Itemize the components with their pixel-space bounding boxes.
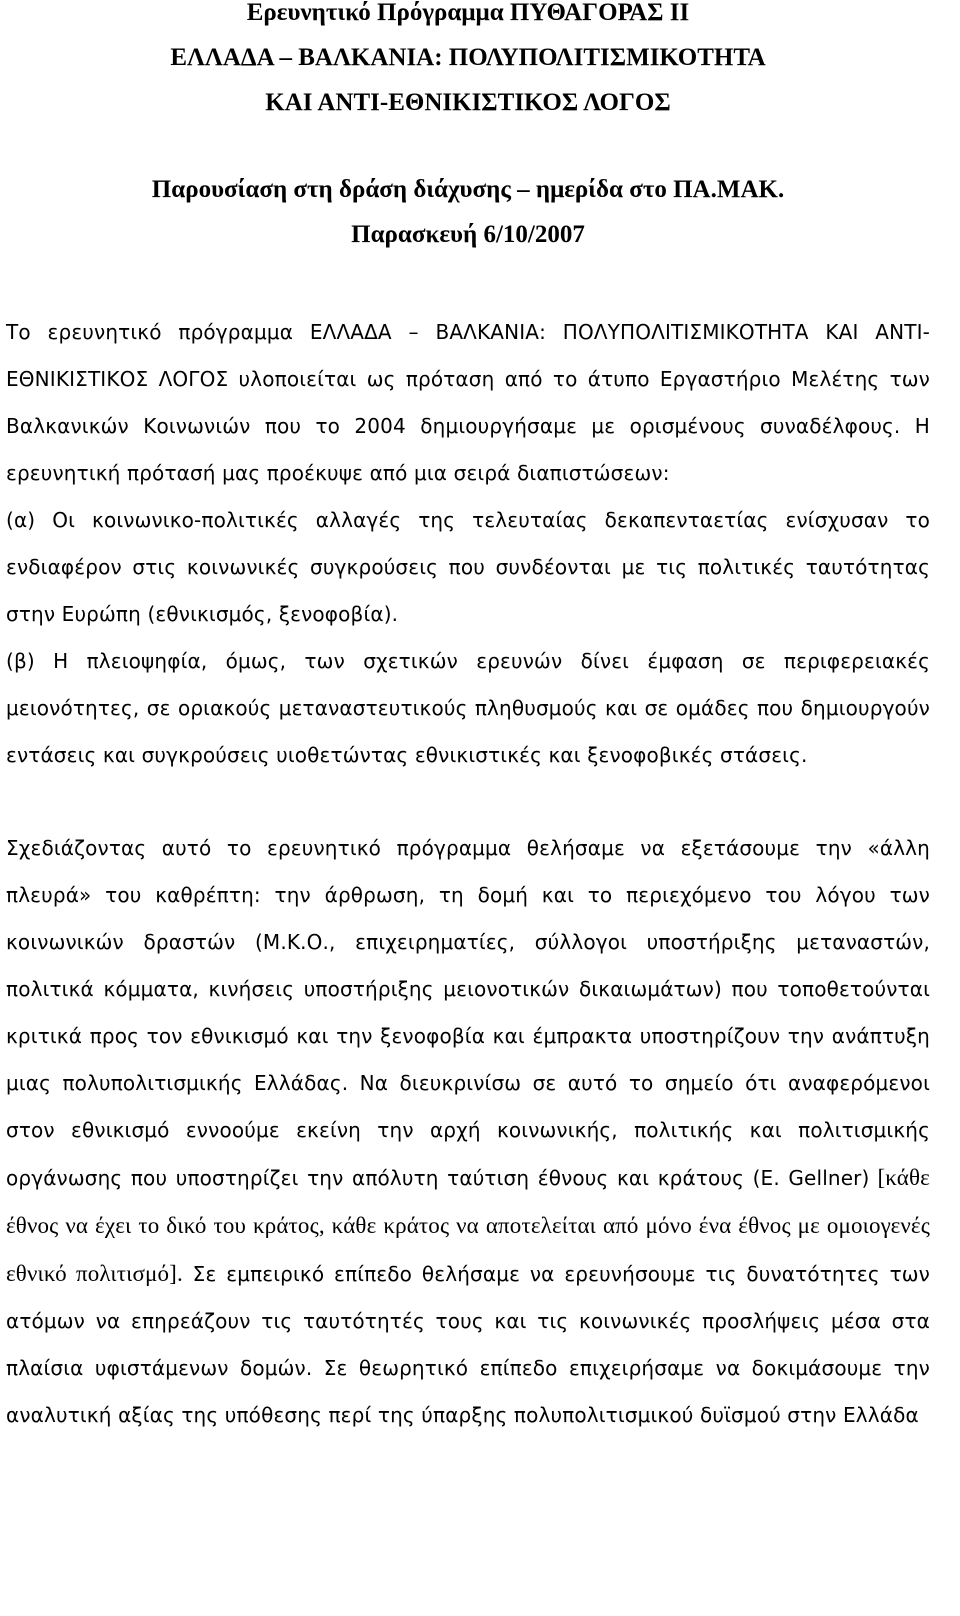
aims-text-part2: Σε εμπειρικό επίπεδο θελήσαμε να ερευνήσουμε τις δυνατότητες των ατόμων να επηρεάζουν τις ταυτότητές τους και τις κοινωνικές προσλήψεις μέσα στα πλαίσια υφιστάμενων δομών. Σε θεωρητικό επίπεδο επιχειρήσαμε να δοκιμάσουμε την αναλυτική αξίας της υπόθεσης περί της ύπαρξης πολυπολιτισμικού δυϊσμού στην Ελλάδα <box>6 1262 930 1427</box>
presentation-subtitle: Παρουσίαση στη δράση διάχυσης – ημερίδα στο ΠΑ.ΜΑΚ. <box>151 176 785 203</box>
program-title: Ερευνητικό Πρόγραμμα ΠΥΘΑΓΟΡΑΣ ΙΙ <box>246 0 690 26</box>
intro-paragraph: Το ερευνητικό πρόγραμμα ΕΛΛΑΔΑ – ΒΑΛΚΑΝΙΑ: ΠΟΛΥΠΟΛΙΤΙΣΜΙΚΟΤΗΤΑ ΚΑΙ ΑΝΤΙ-ΕΘΝΙΚΙΣΤΙΚΟΣ ΛΟΓΟΣ υλοποιείται ως πρόταση από το άτυπο Εργαστήριο Μελέτης των Βαλκανικών Κοινωνιών που το 2004 δημιουργήσαμε με ορισμένους συναδέλφους. Η ερευνητική πρότασή μας προέκυψε από μια σειρά διαπιστώσεων: <box>6 320 930 485</box>
aims-paragraph <box>6 825 930 1439</box>
project-title-line2: ΚΑΙ ΑΝΤΙ-ΕΘΝΙΚΙΣΤΙΚΟΣ ΛΟΓΟΣ <box>265 89 671 116</box>
nationalism-definition-quote: [κάθε έθνος να έχει το δικό του κράτος, κάθε κράτος να αποτελείται από μόνο ένα έθνος με ομοιογενές εθνικό πολιτισμό]. <box>6 1165 930 1286</box>
aims-text-part1: Σχεδιάζοντας αυτό το ερευνητικό πρόγραμμα θελήσαμε να εξετάσουμε την «άλλη πλευρά» του καθρέπτη: την άρθρωση, τη δομή και το περιεχόμενο του λόγου των κοινωνικών δραστών (Μ.Κ.Ο., επιχειρηματίες, σύλλογοι υποστήριξης μεταναστών, πολιτικά κόμματα, κινήσεις υποστήριξης μειονοτικών δικαιωμάτων) που τοποθετούνται κριτικά προς τον εθνικισμό και την ξενοφοβία και έμπρακτα υποστηρίζουν την ανάπτυξη μιας πολυπολιτισμικής Ελλάδας. Να διευκρινίσω σε αυτό το σημείο ότι αναφερόμενοι στον εθνικισμό εννοούμε εκείνη την αρχή κοινωνικής, πολιτικής και πολιτισμικής οργάνωσης που υποστηρίζει την απόλυτη ταύτιση έθνους και κράτους (E. Gellner) <box>6 836 930 1190</box>
finding-a-paragraph: (α) Οι κοινωνικο-πολιτικές αλλαγές της τελευταίας δεκαπενταετίας ενίσχυσαν το ενδιαφέρον στις κοινωνικές συγκρούσεις που συνδέονται με τις πολιτικές ταυτότητας στην Ευρώπη (εθνικισμός, ξενοφοβία). <box>6 508 930 626</box>
presentation-date: Παρασκευή 6/10/2007 <box>351 221 585 248</box>
document-page <box>6 0 930 1439</box>
project-title-line1: ΕΛΛΑΔΑ – ΒΑΛΚΑΝΙΑ: ΠΟΛΥΠΟΛΙΤΙΣΜΙΚΟΤΗΤΑ <box>170 44 766 71</box>
finding-b-paragraph: (β) Η πλειοψηφία, όμως, των σχετικών ερευνών δίνει έμφαση σε περιφερειακές μειονότητες, σε οριακούς μεταναστευτικούς πληθυσμούς και σε ομάδες που δημιουργούν εντάσεις και συγκρούσεις υιοθετώντας εθνικιστικές και ξενοφοβικές στάσεις. <box>6 649 930 767</box>
